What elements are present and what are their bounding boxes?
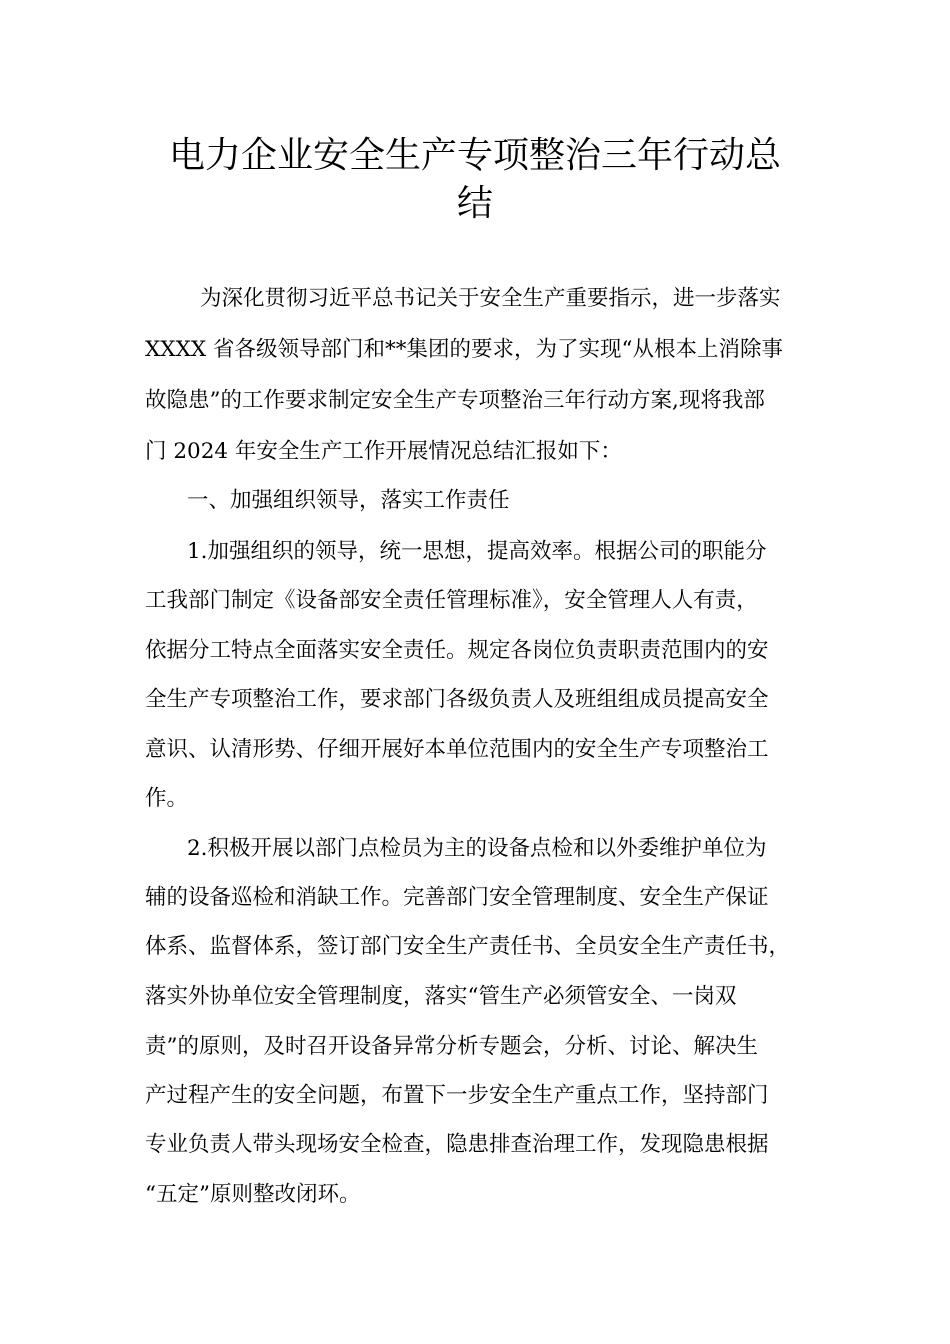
paragraph-line: 门 2024 年安全生产工作开展情况总结汇报如下：: [145, 439, 622, 464]
section-heading: 一、加强组织领导，落实工作责任: [187, 488, 510, 513]
paragraph-line: XXXX 省各级领导部门和**集团的要求，为了实现“从根本上消除事: [145, 337, 784, 362]
document-title-line-1: 电力企业安全生产专项整治三年行动总: [168, 135, 781, 176]
paragraph-line: 体系、监督体系，签订部门安全生产责任书、全员安全生产责任书，: [145, 934, 791, 959]
paragraph-line: 工我部门制定《设备部安全责任管理标准》，安全管理人人有责，: [145, 588, 758, 613]
paragraph-line: 产过程产生的安全问题，布置下一步安全生产重点工作，坚持部门: [145, 1083, 769, 1108]
paragraph-line: 作。: [145, 786, 189, 811]
paragraph-line: 依据分工特点全面落实安全责任。规定各岗位负责职责范围内的安: [145, 638, 769, 663]
paragraph-line: “五定”原则整改闭环。: [145, 1182, 361, 1207]
paragraph-line: 2.积极开展以部门点检员为主的设备点检和以外委维护单位为: [187, 836, 767, 861]
paragraph-line: 辅的设备巡检和消缺工作。完善部门安全管理制度、安全生产保证: [145, 885, 769, 910]
paragraph-line: 故隐患”的工作要求制定安全生产专项整治三年行动方案,现将我部: [145, 388, 765, 413]
paragraph-line: 责”的原则，及时召开设备异常分析专题会，分析、讨论、解决生: [145, 1034, 758, 1059]
paragraph-line: 意识、认清形势、仔细开展好本单位范围内的安全生产专项整治工: [145, 737, 769, 762]
paragraph-line: 专业负责人带头现场安全检查，隐患排查治理工作，发现隐患根据: [145, 1132, 769, 1157]
paragraph-line: 全生产专项整治工作，要求部门各级负责人及班组组成员提高安全: [145, 687, 769, 712]
paragraph-line: 为深化贯彻习近平总书记关于安全生产重要指示，进一步落实: [200, 286, 781, 311]
paragraph-line: 1.加强组织的领导，统一思想，提高效率。根据公司的职能分: [187, 539, 767, 564]
document-title-line-2: 结: [456, 183, 493, 224]
paragraph-line: 落实外协单位安全管理制度，落实“管生产必须管安全、一岗双: [145, 984, 737, 1009]
